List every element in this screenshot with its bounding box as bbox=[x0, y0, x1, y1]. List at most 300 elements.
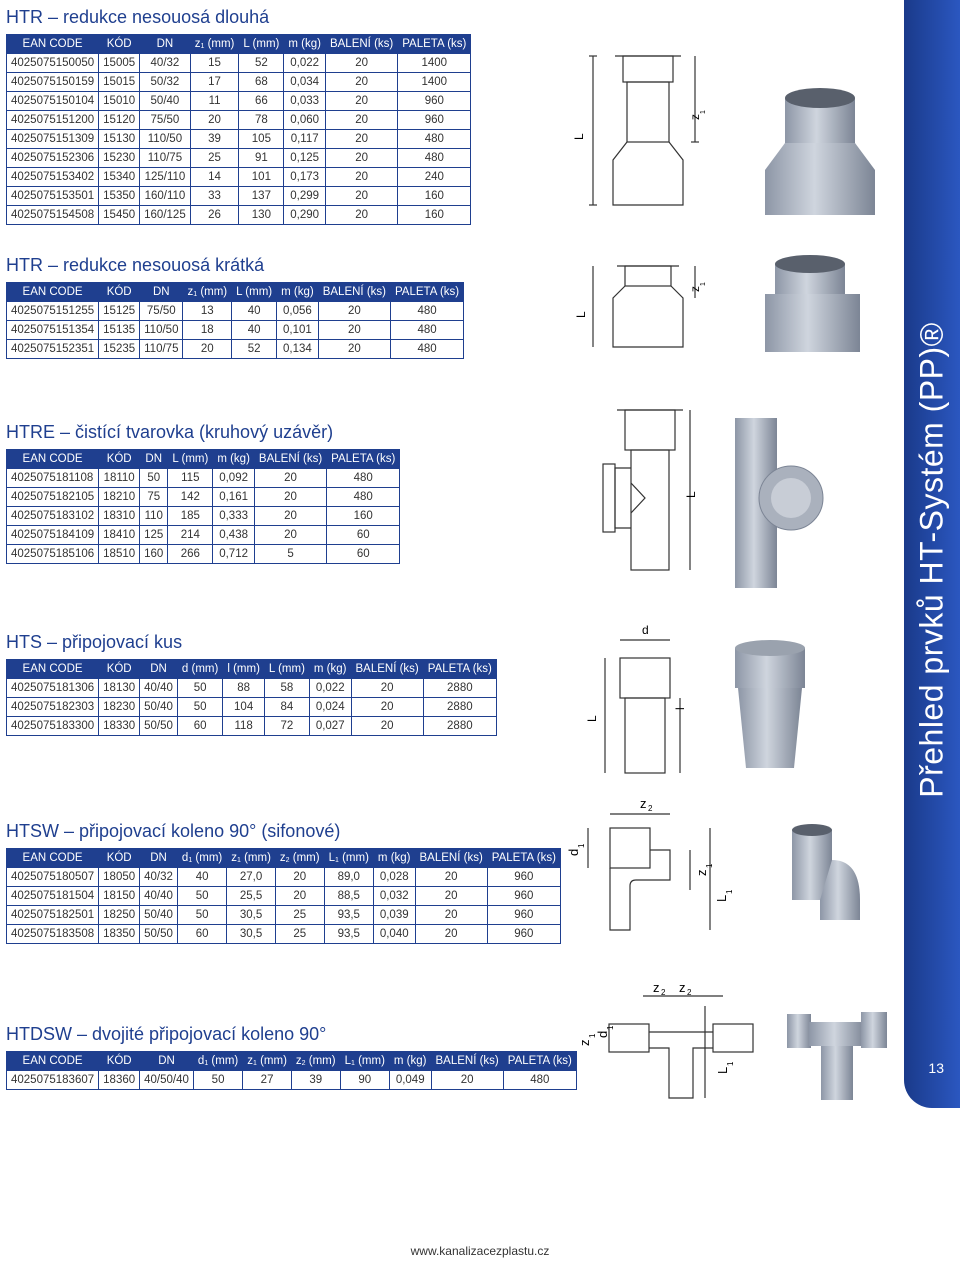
table-cell: 30,5 bbox=[227, 925, 276, 944]
dim-label-L: L bbox=[574, 311, 588, 318]
table-cell: 0,117 bbox=[284, 130, 326, 149]
hts-drawing bbox=[580, 618, 830, 788]
table-row bbox=[7, 111, 471, 130]
dim-label-d1: d bbox=[595, 1030, 610, 1038]
table-cell: 89,0 bbox=[324, 868, 373, 887]
table-cell: 0,092 bbox=[213, 469, 255, 488]
column-header: m (kg) bbox=[373, 849, 415, 868]
table-cell: 20 bbox=[351, 717, 423, 736]
table-cell: 15230 bbox=[99, 149, 140, 168]
table-cell: 4025075180507 bbox=[7, 868, 99, 887]
table-row bbox=[7, 168, 471, 187]
table-cell: 960 bbox=[487, 906, 560, 925]
column-header: L (mm) bbox=[239, 35, 284, 54]
table-cell: 160 bbox=[398, 187, 471, 206]
dim-label-z2-a-sub: 2 bbox=[661, 988, 666, 997]
table-cell: 960 bbox=[398, 111, 471, 130]
table-cell: 18510 bbox=[99, 545, 140, 564]
table-cell: 160/125 bbox=[140, 206, 191, 225]
table-cell: 115 bbox=[168, 469, 213, 488]
table-cell: 27 bbox=[243, 1071, 292, 1090]
column-header: EAN CODE bbox=[7, 283, 99, 302]
section-htdsw bbox=[6, 1023, 577, 1090]
table-cell: 4025075151354 bbox=[7, 321, 99, 340]
table-cell: 20 bbox=[190, 111, 239, 130]
table-cell: 20 bbox=[325, 111, 397, 130]
table-cell: 25 bbox=[275, 906, 324, 925]
table-row bbox=[7, 526, 400, 545]
product-table bbox=[6, 848, 561, 944]
table-cell: 2880 bbox=[423, 717, 496, 736]
htr-short-drawing bbox=[575, 252, 895, 362]
table-cell: 480 bbox=[327, 488, 400, 507]
column-header: EAN CODE bbox=[7, 450, 99, 469]
table-cell: 20 bbox=[431, 1071, 503, 1090]
dim-label-z1-sub: 1 bbox=[588, 1033, 597, 1038]
table-cell: 20 bbox=[318, 321, 390, 340]
table-cell: 18 bbox=[183, 321, 232, 340]
column-header: L (mm) bbox=[264, 660, 309, 679]
column-header: KÓD bbox=[99, 283, 140, 302]
table-row bbox=[7, 887, 561, 906]
table-cell: 18110 bbox=[99, 469, 140, 488]
table-header-row bbox=[7, 35, 471, 54]
dim-label-d1-sub: 1 bbox=[606, 1025, 615, 1030]
table-cell: 39 bbox=[291, 1071, 340, 1090]
table-cell: 480 bbox=[398, 149, 471, 168]
table-row bbox=[7, 73, 471, 92]
column-header: BALENÍ (ks) bbox=[254, 450, 326, 469]
section-htr-long bbox=[6, 6, 471, 225]
table-cell: 4025075154508 bbox=[7, 206, 99, 225]
table-row bbox=[7, 1071, 577, 1090]
table-cell: 18250 bbox=[99, 906, 140, 925]
table-cell: 185 bbox=[168, 507, 213, 526]
table-cell: 125/110 bbox=[140, 168, 191, 187]
table-header-row bbox=[7, 283, 464, 302]
table-cell: 0,333 bbox=[213, 507, 255, 526]
table-cell: 18330 bbox=[99, 717, 140, 736]
table-cell: 960 bbox=[487, 868, 560, 887]
table-cell: 11 bbox=[190, 92, 239, 111]
table-cell: 26 bbox=[190, 206, 239, 225]
table-row bbox=[7, 717, 497, 736]
table-header-row bbox=[7, 660, 497, 679]
table-cell: 40/40 bbox=[140, 679, 178, 698]
table-row bbox=[7, 868, 561, 887]
table-cell: 15130 bbox=[99, 130, 140, 149]
table-row bbox=[7, 507, 400, 526]
table-cell: 110/50 bbox=[140, 321, 183, 340]
table-cell: 20 bbox=[325, 54, 397, 73]
table-cell: 20 bbox=[325, 149, 397, 168]
column-header: PALETA (ks) bbox=[390, 283, 463, 302]
table-cell: 17 bbox=[190, 73, 239, 92]
dim-label-L: L bbox=[572, 133, 586, 140]
table-cell: 15120 bbox=[99, 111, 140, 130]
table-cell: 50 bbox=[177, 679, 222, 698]
table-cell: 0,024 bbox=[309, 698, 351, 717]
dim-label-z2: z bbox=[640, 796, 647, 811]
section-title: HTSW – připojovací koleno 90° (sifonové) bbox=[6, 821, 341, 841]
table-cell: 40 bbox=[177, 868, 226, 887]
table-cell: 142 bbox=[168, 488, 213, 507]
table-cell: 0,290 bbox=[284, 206, 326, 225]
section-htr-short bbox=[6, 254, 464, 359]
table-cell: 20 bbox=[325, 92, 397, 111]
table-row bbox=[7, 54, 471, 73]
table-cell: 20 bbox=[325, 130, 397, 149]
section-title: HTR – redukce nesouosá dlouhá bbox=[6, 7, 270, 27]
table-cell: 40/50/40 bbox=[140, 1071, 194, 1090]
table-cell: 110/75 bbox=[140, 340, 183, 359]
sidebar-title: Přehled prvků HT-Systém (PP)® bbox=[913, 322, 950, 798]
column-header: z2 (mm) bbox=[275, 849, 324, 868]
section-title: HTR – redukce nesouosá krátká bbox=[6, 255, 265, 275]
table-cell: 266 bbox=[168, 545, 213, 564]
htre-photo bbox=[735, 418, 823, 588]
table-cell: 4025075150050 bbox=[7, 54, 99, 73]
table-cell: 84 bbox=[264, 698, 309, 717]
dim-label-L: L bbox=[585, 715, 599, 722]
section-hts bbox=[6, 631, 497, 736]
table-cell: 40 bbox=[232, 302, 277, 321]
table-cell: 15015 bbox=[99, 73, 140, 92]
table-cell: 160 bbox=[140, 545, 168, 564]
table-row bbox=[7, 679, 497, 698]
column-header: d1 (mm) bbox=[193, 1052, 242, 1071]
table-cell: 105 bbox=[239, 130, 284, 149]
product-table bbox=[6, 449, 400, 564]
table-cell: 0,022 bbox=[309, 679, 351, 698]
column-header: L (mm) bbox=[168, 450, 213, 469]
htr-long-photo bbox=[765, 88, 875, 215]
column-header: z1 (mm) bbox=[227, 849, 276, 868]
table-cell: 0,712 bbox=[213, 545, 255, 564]
table-cell: 20 bbox=[318, 302, 390, 321]
dim-label-z1: z bbox=[577, 1039, 592, 1046]
table-cell: 20 bbox=[254, 488, 326, 507]
table-cell: 137 bbox=[239, 187, 284, 206]
table-cell: 60 bbox=[327, 526, 400, 545]
table-cell: 20 bbox=[275, 868, 324, 887]
table-cell: 93,5 bbox=[324, 906, 373, 925]
dim-label-z1: z bbox=[694, 869, 709, 876]
table-cell: 20 bbox=[318, 340, 390, 359]
table-cell: 4025075183607 bbox=[7, 1071, 99, 1090]
table-cell: 480 bbox=[503, 1071, 576, 1090]
table-cell: 4025075181108 bbox=[7, 469, 99, 488]
column-header: KÓD bbox=[99, 35, 140, 54]
table-cell: 4025075150104 bbox=[7, 92, 99, 111]
table-cell: 18130 bbox=[99, 679, 140, 698]
column-header: DN bbox=[140, 1052, 194, 1071]
table-cell: 20 bbox=[325, 168, 397, 187]
column-header: EAN CODE bbox=[7, 1052, 99, 1071]
section-title: HTRE – čistící tvarovka (kruhový uzávěr) bbox=[6, 422, 334, 442]
table-cell: 0,049 bbox=[389, 1071, 431, 1090]
table-cell: 0,060 bbox=[284, 111, 326, 130]
table-cell: 50 bbox=[140, 469, 168, 488]
table-cell: 4025075151255 bbox=[7, 302, 99, 321]
column-header: z1 (mm) bbox=[243, 1052, 292, 1071]
table-row bbox=[7, 698, 497, 717]
section-htre bbox=[6, 421, 400, 564]
table-cell: 0,022 bbox=[284, 54, 326, 73]
column-header: L (mm) bbox=[232, 283, 277, 302]
table-cell: 40 bbox=[232, 321, 277, 340]
column-header: BALENÍ (ks) bbox=[318, 283, 390, 302]
table-cell: 4025075153501 bbox=[7, 187, 99, 206]
table-cell: 0,040 bbox=[373, 925, 415, 944]
table-cell: 2880 bbox=[423, 679, 496, 698]
table-cell: 0,134 bbox=[277, 340, 319, 359]
column-header: L1 (mm) bbox=[324, 849, 373, 868]
htr-short-photo bbox=[765, 255, 860, 352]
table-cell: 75 bbox=[140, 488, 168, 507]
table-cell: 20 bbox=[254, 507, 326, 526]
table-cell: 0,033 bbox=[284, 92, 326, 111]
table-cell: 30,5 bbox=[227, 906, 276, 925]
htsw-drawing bbox=[560, 790, 880, 950]
table-cell: 110/50 bbox=[140, 130, 191, 149]
table-cell: 27,0 bbox=[227, 868, 276, 887]
table-cell: 91 bbox=[239, 149, 284, 168]
table-cell: 50 bbox=[177, 906, 226, 925]
table-cell: 15010 bbox=[99, 92, 140, 111]
table-cell: 1400 bbox=[398, 54, 471, 73]
table-row bbox=[7, 206, 471, 225]
dim-label-z: z bbox=[688, 114, 702, 120]
column-header: z1 (mm) bbox=[183, 283, 232, 302]
column-header: EAN CODE bbox=[7, 660, 99, 679]
dim-label-z2-b: z bbox=[679, 980, 686, 995]
table-cell: 0,039 bbox=[373, 906, 415, 925]
column-header: d (mm) bbox=[177, 660, 222, 679]
htre-drawing bbox=[595, 398, 835, 598]
table-row bbox=[7, 92, 471, 111]
column-header: BALENÍ (ks) bbox=[415, 849, 487, 868]
dim-label-L: L bbox=[684, 491, 698, 498]
column-header: PALETA (ks) bbox=[503, 1052, 576, 1071]
table-cell: 60 bbox=[177, 925, 226, 944]
table-cell: 0,056 bbox=[277, 302, 319, 321]
column-header: PALETA (ks) bbox=[423, 660, 496, 679]
product-table bbox=[6, 282, 464, 359]
dim-label-z2-a: z bbox=[653, 980, 660, 995]
table-cell: 20 bbox=[325, 187, 397, 206]
table-cell: 60 bbox=[327, 545, 400, 564]
dim-label-l: l bbox=[673, 707, 687, 710]
table-cell: 110/75 bbox=[140, 149, 191, 168]
column-header: KÓD bbox=[99, 660, 140, 679]
column-header: BALENÍ (ks) bbox=[325, 35, 397, 54]
footer-website: www.kanalizacezplastu.cz bbox=[410, 1244, 550, 1258]
table-cell: 25 bbox=[275, 925, 324, 944]
column-header: d1 (mm) bbox=[177, 849, 226, 868]
table-cell: 960 bbox=[398, 92, 471, 111]
table-cell: 40/32 bbox=[140, 868, 178, 887]
table-cell: 20 bbox=[254, 469, 326, 488]
product-table bbox=[6, 34, 471, 225]
table-cell: 20 bbox=[351, 698, 423, 717]
dim-label-L1-sub: 1 bbox=[726, 1061, 735, 1066]
table-cell: 4025075181504 bbox=[7, 887, 99, 906]
table-cell: 480 bbox=[390, 302, 463, 321]
column-header: DN bbox=[140, 660, 178, 679]
table-cell: 4025075184109 bbox=[7, 526, 99, 545]
table-cell: 50/50 bbox=[140, 925, 178, 944]
table-cell: 15340 bbox=[99, 168, 140, 187]
dim-label-L1: L bbox=[715, 1066, 730, 1074]
table-header-row bbox=[7, 450, 400, 469]
table-cell: 4025075181306 bbox=[7, 679, 99, 698]
column-header: KÓD bbox=[99, 450, 140, 469]
dim-label-d1-sub: 1 bbox=[577, 843, 586, 848]
column-header: m (kg) bbox=[277, 283, 319, 302]
product-table bbox=[6, 1051, 577, 1090]
column-header: DN bbox=[140, 283, 183, 302]
table-cell: 4025075152351 bbox=[7, 340, 99, 359]
column-header: KÓD bbox=[99, 1052, 140, 1071]
table-cell: 240 bbox=[398, 168, 471, 187]
column-header: DN bbox=[140, 849, 178, 868]
column-header: m (kg) bbox=[284, 35, 326, 54]
table-cell: 4025075150159 bbox=[7, 73, 99, 92]
table-cell: 4025075182303 bbox=[7, 698, 99, 717]
table-cell: 480 bbox=[390, 340, 463, 359]
table-cell: 18350 bbox=[99, 925, 140, 944]
table-cell: 88,5 bbox=[324, 887, 373, 906]
table-cell: 160 bbox=[327, 507, 400, 526]
column-header: PALETA (ks) bbox=[487, 849, 560, 868]
product-table bbox=[6, 659, 497, 736]
table-cell: 40/32 bbox=[140, 54, 191, 73]
table-cell: 20 bbox=[325, 73, 397, 92]
table-cell: 1400 bbox=[398, 73, 471, 92]
table-cell: 20 bbox=[415, 887, 487, 906]
table-cell: 960 bbox=[487, 925, 560, 944]
table-cell: 14 bbox=[190, 168, 239, 187]
table-cell: 20 bbox=[183, 340, 232, 359]
table-row bbox=[7, 130, 471, 149]
table-cell: 4025075182501 bbox=[7, 906, 99, 925]
table-cell: 15125 bbox=[99, 302, 140, 321]
table-cell: 50/32 bbox=[140, 73, 191, 92]
dim-label-L1-sub: 1 bbox=[725, 889, 734, 894]
table-cell: 25,5 bbox=[227, 887, 276, 906]
dim-label-d: d bbox=[642, 623, 649, 637]
column-header: BALENÍ (ks) bbox=[431, 1052, 503, 1071]
table-cell: 20 bbox=[254, 526, 326, 545]
table-cell: 13 bbox=[183, 302, 232, 321]
column-header: m (kg) bbox=[213, 450, 255, 469]
table-row bbox=[7, 469, 400, 488]
table-cell: 78 bbox=[239, 111, 284, 130]
column-header: m (kg) bbox=[309, 660, 351, 679]
table-cell: 66 bbox=[239, 92, 284, 111]
table-cell: 20 bbox=[415, 925, 487, 944]
table-cell: 130 bbox=[239, 206, 284, 225]
section-title: HTS – připojovací kus bbox=[6, 632, 183, 652]
dim-label-z: z bbox=[688, 286, 702, 292]
column-header: BALENÍ (ks) bbox=[351, 660, 423, 679]
dim-label-z2-b-sub: 2 bbox=[687, 988, 692, 997]
table-cell: 93,5 bbox=[324, 925, 373, 944]
table-cell: 0,034 bbox=[284, 73, 326, 92]
page-number: 13 bbox=[928, 1060, 944, 1076]
table-cell: 60 bbox=[177, 717, 222, 736]
column-header: DN bbox=[140, 35, 191, 54]
table-cell: 4025075151200 bbox=[7, 111, 99, 130]
column-header: PALETA (ks) bbox=[398, 35, 471, 54]
table-cell: 50 bbox=[177, 887, 226, 906]
table-cell: 18050 bbox=[99, 868, 140, 887]
table-cell: 480 bbox=[398, 130, 471, 149]
table-row bbox=[7, 545, 400, 564]
table-cell: 50 bbox=[193, 1071, 242, 1090]
table-cell: 101 bbox=[239, 168, 284, 187]
column-header: L1 (mm) bbox=[340, 1052, 389, 1071]
column-header: EAN CODE bbox=[7, 35, 99, 54]
table-row bbox=[7, 488, 400, 507]
dim-label-z-sub: 1 bbox=[700, 110, 707, 114]
table-cell: 50/40 bbox=[140, 698, 178, 717]
table-cell: 0,161 bbox=[213, 488, 255, 507]
table-cell: 160/110 bbox=[140, 187, 191, 206]
table-cell: 18210 bbox=[99, 488, 140, 507]
table-cell: 15450 bbox=[99, 206, 140, 225]
table-cell: 480 bbox=[390, 321, 463, 340]
dim-label-z2-sub: 2 bbox=[648, 804, 653, 813]
table-row bbox=[7, 340, 464, 359]
column-header: EAN CODE bbox=[7, 849, 99, 868]
table-cell: 0,101 bbox=[277, 321, 319, 340]
table-cell: 20 bbox=[325, 206, 397, 225]
table-cell: 20 bbox=[415, 906, 487, 925]
table-cell: 20 bbox=[351, 679, 423, 698]
table-cell: 4025075185106 bbox=[7, 545, 99, 564]
table-cell: 58 bbox=[264, 679, 309, 698]
table-cell: 88 bbox=[223, 679, 265, 698]
table-header-row bbox=[7, 1052, 577, 1071]
table-cell: 0,299 bbox=[284, 187, 326, 206]
table-cell: 18310 bbox=[99, 507, 140, 526]
table-cell: 72 bbox=[264, 717, 309, 736]
column-header: l (mm) bbox=[223, 660, 265, 679]
table-cell: 4025075152306 bbox=[7, 149, 99, 168]
table-cell: 160 bbox=[398, 206, 471, 225]
dim-label-d1: d bbox=[566, 848, 581, 856]
table-cell: 0,028 bbox=[373, 868, 415, 887]
table-cell: 75/50 bbox=[140, 302, 183, 321]
table-cell: 18410 bbox=[99, 526, 140, 545]
table-cell: 50/40 bbox=[140, 92, 191, 111]
table-cell: 118 bbox=[223, 717, 265, 736]
table-row bbox=[7, 321, 464, 340]
column-header: PALETA (ks) bbox=[327, 450, 400, 469]
table-cell: 110 bbox=[140, 507, 168, 526]
table-row bbox=[7, 906, 561, 925]
table-row bbox=[7, 149, 471, 168]
dim-label-z-sub: 1 bbox=[700, 282, 707, 286]
table-cell: 20 bbox=[415, 868, 487, 887]
table-cell: 15350 bbox=[99, 187, 140, 206]
table-cell: 18150 bbox=[99, 887, 140, 906]
table-cell: 5 bbox=[254, 545, 326, 564]
table-cell: 4025075183102 bbox=[7, 507, 99, 526]
htr-long-drawing bbox=[572, 40, 895, 230]
